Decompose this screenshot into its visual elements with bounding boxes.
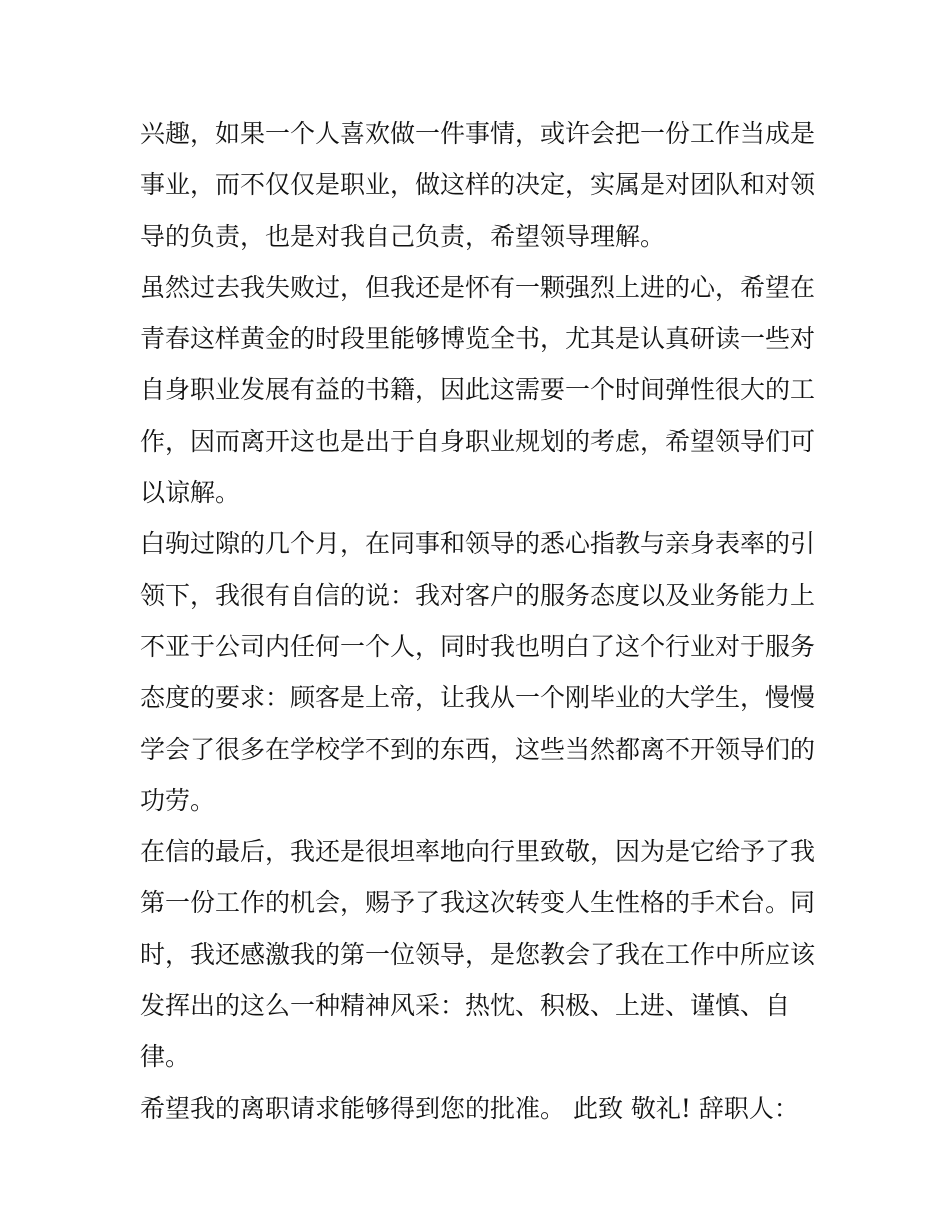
- text-line: 青春这样黄金的时段里能够博览全书，尤其是认真研读一些对: [140, 324, 816, 354]
- letter-body: [140, 108, 820, 1134]
- text-line: 态度的要求：顾客是上帝，让我从一个刚毕业的大学生，慢慢: [140, 683, 816, 713]
- text-line: 学会了很多在学校学不到的东西，这些当然都离不开领导们的: [140, 734, 816, 764]
- text-line: 在信的最后，我还是很坦率地向行里致敬，因为是它给予了我: [140, 837, 816, 867]
- text-line: 导的负责，也是对我自己负责，希望领导理解。: [140, 221, 666, 251]
- text-line: 律。: [140, 1042, 191, 1072]
- text-line: 自身职业发展有益的书籍，因此这需要一个时间弹性很大的工: [140, 375, 816, 405]
- closing-line: 希望我的离职请求能够得到您的批准。 此致 敬礼! 辞职人：: [140, 1093, 799, 1123]
- text-line: 发挥出的这么一种精神风采：热忱、积极、上进、谨慎、自: [140, 991, 791, 1021]
- text-line: 虽然过去我失败过，但我还是怀有一颗强烈上进的心，希望在: [140, 272, 816, 302]
- text-line: 不亚于公司内任何一个人，同时我也明白了这个行业对于服务: [140, 631, 816, 661]
- text-line: 以谅解。: [140, 478, 241, 508]
- text-line: 作，因而离开这也是出于自身职业规划的考虑，希望领导们可: [140, 426, 816, 456]
- text-line: 事业，而不仅仅是职业，做这样的决定，实属是对团队和对领: [140, 170, 816, 200]
- text-line: 第一份工作的机会，赐予了我这次转变人生性格的手术台。同: [140, 888, 816, 918]
- text-line: 白驹过隙的几个月，在同事和领导的悉心指教与亲身表率的引: [140, 529, 816, 559]
- text-line: 功劳。: [140, 785, 216, 815]
- text-line: 领下，我很有自信的说：我对客户的服务态度以及业务能力上: [140, 580, 816, 610]
- text-line: 兴趣，如果一个人喜欢做一件事情，或许会把一份工作当成是: [140, 119, 816, 148]
- text-line: 时，我还感激我的第一位领导，是您教会了我在工作中所应该: [140, 939, 816, 969]
